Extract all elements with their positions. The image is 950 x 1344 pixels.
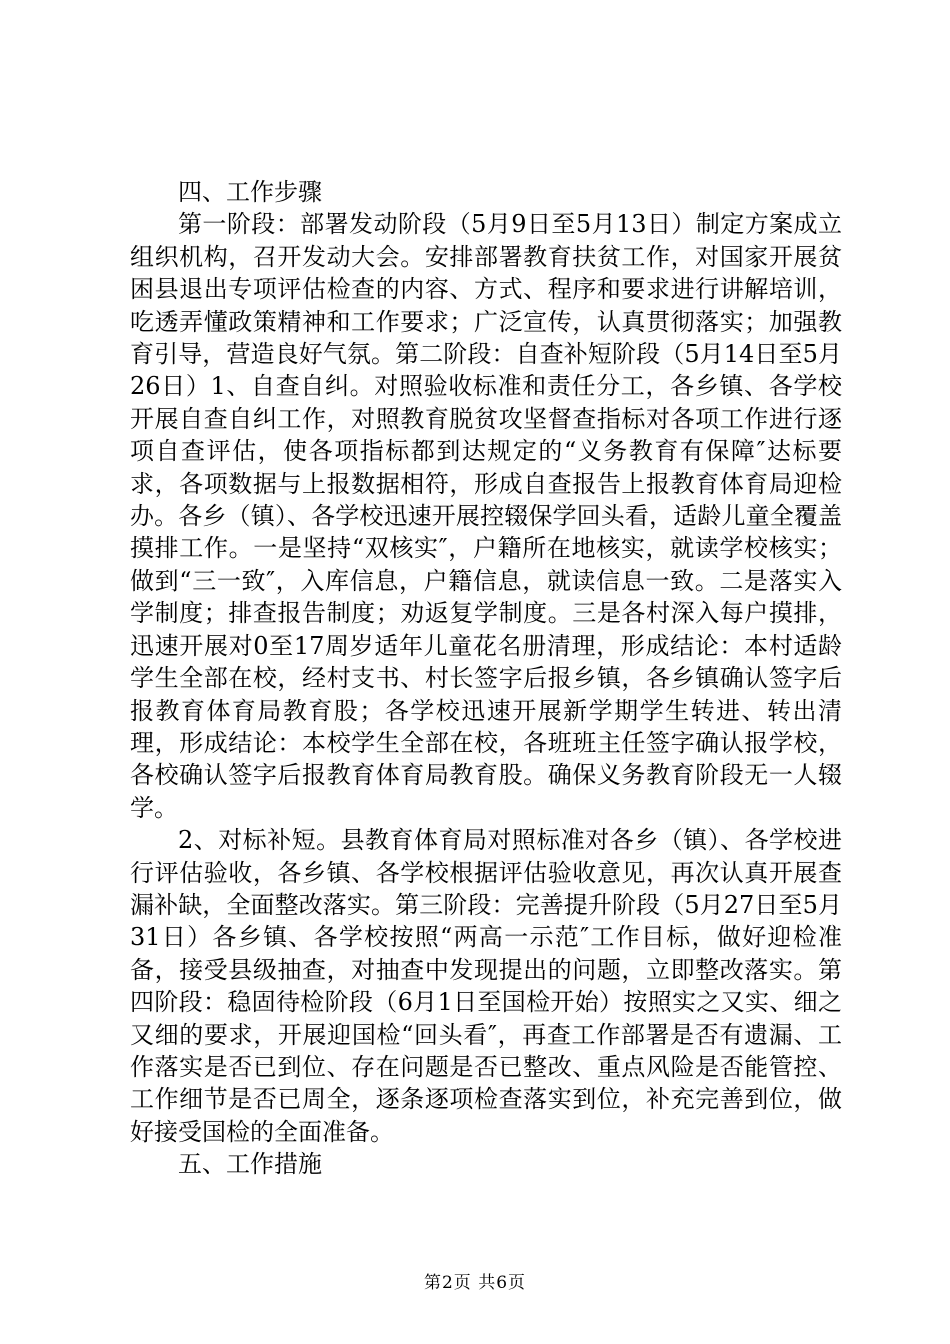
paragraph-stage-one-two: 第一阶段：部署发动阶段（5月9日至5月13日）制定方案成立组织机构，召开发动大会。安排部署教育扶贫工作，对国家开展贫困县退出专项评估检查的内容、方式、程序和要求进行讲解培训，吃透弄懂政策精神和工作要求；广泛宣传，认真贯彻落实；加强教育引导，营造良好气氛。第二阶段：自查补短阶段（5月14日至5月26日）1、自查自纠。对照验收标准和责任分工，各乡镇、各学校开展自查自纠工作，对照教育脱贫攻坚督查指标对各项工作进行逐项自查评估，使各项指标都到达规定的“义务教育有保障″达标要求，各项数据与上报数据相符，形成自查报告上报教育体育局迎检办。各乡（镇）、各学校迅速开展控辍保学回头看，适龄儿童全覆盖摸排工作。一是坚持“双核实″，户籍所在地核实，就读学校核实；做到“三一致″，入库信息，户籍信息，就读信息一致。二是落实入学制度；排查报告制度；劝返复学制度。三是各村深入每户摸排，迅速开展对0至17周岁适年儿童花名册清理，形成结论：本村适龄学生全部在校，经村支书、村长签字后报乡镇，各乡镇确认签字后报教育体育局教育股；各学校迅速开展新学期学生转进、转出清理，形成结论：本校学生全部在校，各班班主任签字确认报学校，各校确认签字后报教育体育局教育股。确保义务教育阶段无一人辍学。 [130, 210, 842, 822]
section-heading-work-measures: 五、工作措施 [178, 1150, 322, 1179]
document-body [130, 176, 842, 1181]
page-number-footer: 第2页 共6页 [423, 1273, 527, 1293]
section-heading-work-steps: 四、工作步骤 [178, 178, 322, 206]
paragraph-stage-three-four: 2、对标补短。县教育体育局对照标准对各乡（镇）、各学校进行评估验收，各乡镇、各学校根据评估验收意见，再次认真开展查漏补缺，全面整改落实。第三阶段：完善提升阶段（5月27日至5月31日）各乡镇、各学校按照“两高一示范″工作目标，做好迎检准备，接受县级抽查，对抽查中发现提出的问题，立即整改落实。第四阶段：稳固待检阶段（6月1日至国检开始）按照实之又实、细之又细的要求，开展迎国检“回头看″，再查工作部署是否有遗漏、工作落实是否已到位、存在问题是否已整改、重点风险是否能管控、工作细节是否已周全，逐条逐项检查落实到位，补充完善到位，做好接受国检的全面准备。 [130, 826, 842, 1146]
